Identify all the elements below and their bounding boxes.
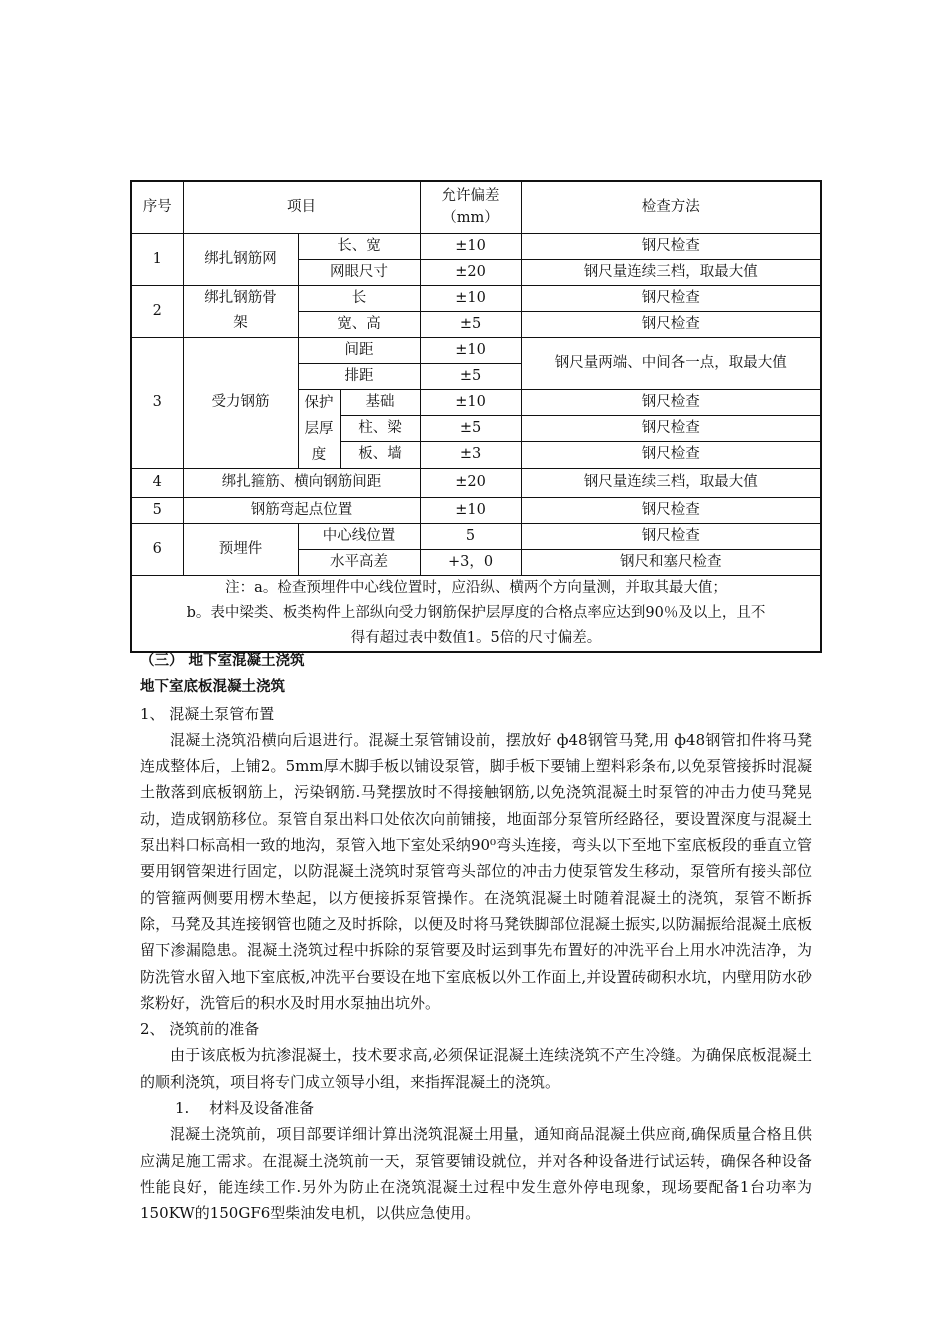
row2-method2: 钢尺检查 (521, 311, 821, 337)
note-line3: 得有超过表中数值1。5倍的尺寸偏差。 (350, 629, 602, 646)
table-row (131, 233, 821, 259)
row2-seq: 2 (131, 285, 183, 337)
header-tolerance-line2: （mm） (442, 210, 499, 227)
row3-cover-sub1: 基础 (340, 389, 420, 415)
header-tolerance-line1: 允许偏差 (441, 188, 500, 205)
row3-sub2: 排距 (298, 363, 420, 389)
row6-item: 预埋件 (183, 523, 298, 575)
row5-seq: 5 (131, 497, 183, 523)
row2-tol1: ±10 (420, 285, 521, 311)
table-note-row (131, 575, 821, 652)
sub1-paragraph: 混凝土浇筑前，项目部要详细计算出浇筑混凝土用量，通知商品混凝土供应商,确保质量合格且供应满足施工需求。在混凝土浇筑前一天，泵管要铺设就位，并对各种设备进行试运转，确保各种设备性能良好，能连续工作.另外为防止在浇筑混凝土过程中发生意外停电现象，现场要配备1台功率为150KW的150GF6型柴油发电机，以供应急使用。 (140, 1125, 812, 1223)
row6-seq: 6 (131, 523, 183, 575)
row4-method: 钢尺量连续三档，取最大值 (521, 468, 821, 497)
row3-sub1: 间距 (298, 337, 420, 363)
row1-method1: 钢尺检查 (521, 233, 821, 259)
row1-sub2: 网眼尺寸 (298, 259, 420, 285)
header-seq: 序号 (131, 181, 183, 233)
item2-paragraph: 由于该底板为抗渗混凝土，技术要求高,必须保证混凝土连续浇筑不产生冷缝。为确保底板混凝土的顺利浇筑，项目将专门成立领导小组，来指挥混凝土的浇筑。 (140, 1046, 812, 1091)
row3-cover-sub3: 板、墙 (340, 442, 420, 468)
row1-method2: 钢尺量连续三档，取最大值 (521, 259, 821, 285)
row3-cover-method2: 钢尺检查 (521, 415, 821, 441)
row5-tol: ±10 (420, 497, 521, 523)
row6-tol1: 5 (420, 523, 521, 549)
table-row (131, 497, 821, 523)
table-row (131, 468, 821, 497)
row3-cover-method1: 钢尺检查 (521, 389, 821, 415)
table-header-row (131, 181, 821, 233)
row3-cover-tol1: ±10 (420, 389, 521, 415)
header-item: 项目 (183, 181, 420, 233)
item1-title: 1、 混凝土泵管布置 (140, 704, 275, 723)
section-heading: （三） 地下室混凝土浇筑 (140, 653, 305, 669)
sub1-title: 1. 材料及设备准备 (175, 1099, 315, 1118)
row3-cover-line3: 度 (311, 446, 327, 463)
row5-method: 钢尺检查 (521, 497, 821, 523)
row2-sub2: 宽、高 (298, 311, 420, 337)
row3-cover-method3: 钢尺检查 (521, 442, 821, 468)
row3-cover-line1: 保护 (304, 394, 334, 411)
table-row (131, 337, 821, 363)
table-row (131, 523, 821, 549)
row2-item (183, 285, 298, 337)
row3-cover (298, 389, 340, 468)
row3-cover-line2: 层厚 (304, 420, 334, 437)
row6-method1: 钢尺检查 (521, 523, 821, 549)
row3-tol1: ±10 (420, 337, 521, 363)
row3-method12: 钢尺量两端、中间各一点，取最大值 (521, 337, 821, 389)
item2-title: 2、 浇筑前的准备 (140, 1020, 260, 1039)
table-row (131, 285, 821, 311)
row3-cover-tol2: ±5 (420, 415, 521, 441)
tolerance-table (130, 180, 822, 653)
note-line1: 注：a。检查预埋件中心线位置时，应沿纵、横两个方向量测，并取其最大值； (225, 579, 727, 596)
row3-cover-tol3: ±3 (420, 442, 521, 468)
table-note (131, 575, 821, 652)
row2-tol2: ±5 (420, 311, 521, 337)
row1-tol1: ±10 (420, 233, 521, 259)
row6-sub2: 水平高差 (298, 549, 420, 575)
row2-item-line1: 绑扎钢筋骨 (204, 290, 277, 306)
row4-seq: 4 (131, 468, 183, 497)
row6-method2: 钢尺和塞尺检查 (521, 549, 821, 575)
row1-sub1: 长、宽 (298, 233, 420, 259)
row4-item: 绑扎箍筋、横向钢筋间距 (183, 468, 420, 497)
row3-cover-sub2: 柱、梁 (340, 415, 420, 441)
note-line2: b。表中梁类、板类构件上部纵向受力钢筋保护层厚度的合格点率应达到90％及以上，且不 (186, 604, 766, 621)
row3-seq: 3 (131, 337, 183, 468)
row5-item: 钢筋弯起点位置 (183, 497, 420, 523)
row2-item-line2: 架 (233, 315, 248, 331)
header-tolerance (420, 181, 521, 233)
row1-item: 绑扎钢筋网 (183, 233, 298, 285)
row4-tol: ±20 (420, 468, 521, 497)
row1-seq: 1 (131, 233, 183, 285)
row2-sub1: 长 (298, 285, 420, 311)
row1-tol2: ±20 (420, 259, 521, 285)
item1-paragraph: 混凝土浇筑沿横向后退进行。混凝土泵管铺设前，摆放好 ф48钢管马凳,用 ф48钢管扣件将马凳连成整体后，上铺2。5mm厚木脚手板以铺设泵管，脚手板下要铺上塑料彩条布,以免泵管接拆时混凝土散落到底板钢筋上，污染钢筋.马凳摆放时不得接触钢筋,以免浇筑混凝土时泵管的冲击力使马凳晃动，造成钢筋移位。泵管自泵出料口处依次向前铺接，地面部分泵管所经路径，要设置深度与混凝土泵出料口标高相一致的地沟，泵管入地下室处采纳90⁰弯头连接，弯头以下至地下室底板段的垂直立管要用钢管架进行固定，以防混凝土浇筑时泵管弯头部位的冲击力使泵管发生移动，泵管所有接头部位的管箍两侧要用楞木垫起，以方便接拆泵管操作。在浇筑混凝土时随着混凝土的浇筑，泵管不断拆除，马凳及其连接钢管也随之及时拆除，以便及时将马凳铁脚部位混凝土振实,以防漏振给混凝土底板留下渗漏隐患。混凝土浇筑过程中拆除的泵管要及时运到事先布置好的冲洗平台上用水冲洗洁净，为防洗管水留入地下室底板,冲洗平台要设在地下室底板以外工作面上,并设置砖砌积水坑，内壁用防水砂浆粉好，洗管后的积水及时用水泵抽出坑外。 (140, 730, 812, 1012)
row3-item: 受力钢筋 (183, 337, 298, 468)
section-subheading: 地下室底板混凝土浇筑 (140, 679, 285, 696)
body-text (140, 648, 812, 1227)
row6-sub1: 中心线位置 (298, 523, 420, 549)
row3-tol2: ±5 (420, 363, 521, 389)
row2-method1: 钢尺检查 (521, 285, 821, 311)
row6-tol2: +3，0 (420, 549, 521, 575)
header-method: 检查方法 (521, 181, 821, 233)
